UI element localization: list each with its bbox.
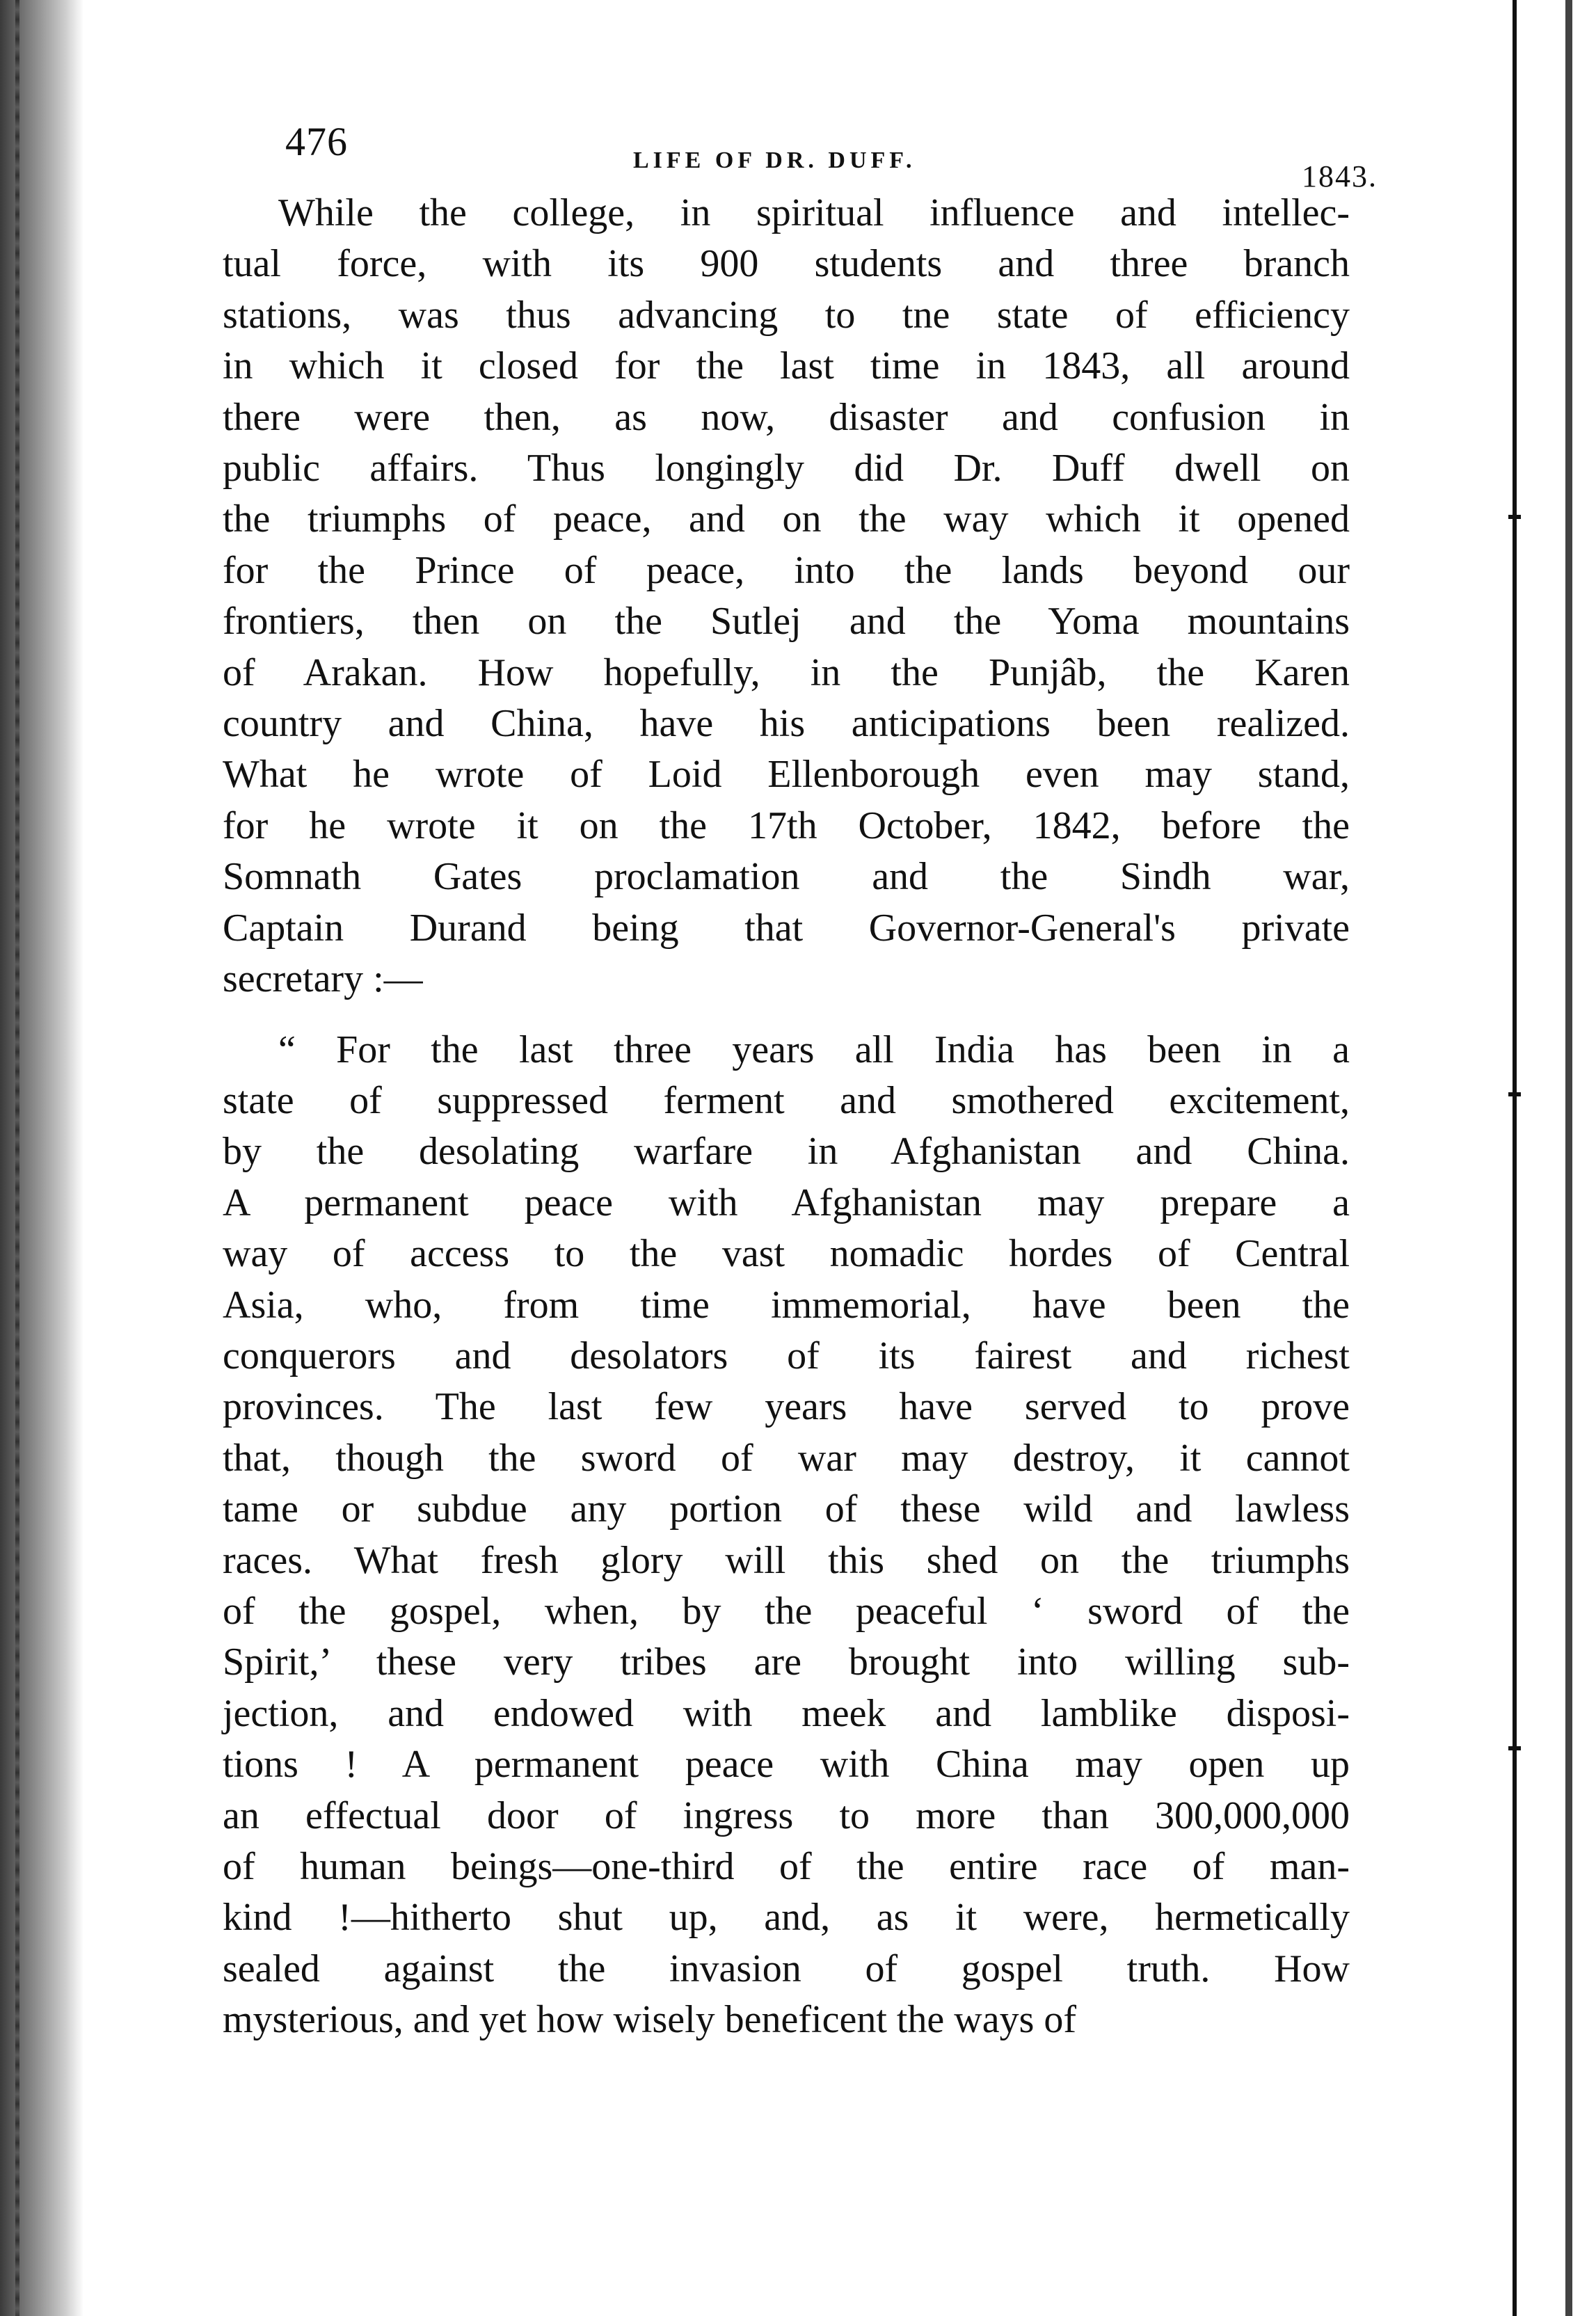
text-line: the triumphs of peace, and on the way which it opened xyxy=(223,497,1350,541)
body-text xyxy=(223,188,1350,2046)
text-line: tions ! A permanent peace with China may open up xyxy=(223,1743,1350,1787)
page-edge-line xyxy=(1513,0,1517,2316)
text-line: A permanent peace with Afghanistan may prepare a xyxy=(223,1181,1350,1224)
book-edge-line xyxy=(1565,0,1572,2316)
text-line: Captain Durand being that Governor-General's private xyxy=(223,906,1350,950)
text-line: kind !—hitherto shut up, and, as it were, hermetically xyxy=(223,1896,1350,1940)
page-number: 476 xyxy=(285,119,348,164)
text-line: that, though the sword of war may destroy, it cannot xyxy=(223,1436,1350,1480)
text-line: for the Prince of peace, into the lands beyond our xyxy=(223,548,1350,592)
text-line: provinces. The last few years have served to prove xyxy=(223,1385,1350,1429)
running-head xyxy=(223,104,1378,193)
text-line: of Arakan. How hopefully, in the Punjâb, the Karen xyxy=(223,650,1350,694)
page-edge-right xyxy=(1496,0,1596,2316)
text-line: Asia, who, from time immemorial, have been the xyxy=(223,1283,1350,1327)
text-line: tual force, with its 900 students and three branch xyxy=(223,242,1350,286)
text-line: While the college, in spiritual influence and intellec- xyxy=(278,191,1350,234)
paragraph-quotation xyxy=(223,1025,1350,2046)
text-line: tame or subdue any portion of these wild and lawless xyxy=(223,1487,1350,1531)
paragraph-gap xyxy=(223,1005,1350,1025)
text-line: Spirit,’ these very tribes are brought into willing sub- xyxy=(223,1640,1350,1684)
edge-mark xyxy=(1508,1092,1521,1096)
paragraph-intro xyxy=(223,188,1350,1005)
text-line: What he wrote of Loid Ellenborough even may stand, xyxy=(223,753,1350,797)
text-line: of the gospel, when, by the peaceful ‘ sword of the xyxy=(223,1589,1350,1633)
edge-mark xyxy=(1508,1746,1521,1750)
text-line: by the desolating warfare in Afghanistan and China. xyxy=(223,1130,1350,1174)
book-binding-shadow xyxy=(0,0,83,2316)
text-line: mysterious, and yet how wisely beneficent the ways of xyxy=(223,1998,1077,2042)
running-title: LIFE OF DR. DUFF. xyxy=(633,147,916,173)
text-line: of human beings—one-third of the entire race of man- xyxy=(223,1845,1350,1888)
text-line: in which it closed for the last time in 1843, all around xyxy=(223,344,1350,388)
book-page xyxy=(223,104,1378,2046)
edge-mark xyxy=(1508,515,1521,519)
text-line: jection, and endowed with meek and lamblike disposi- xyxy=(223,1691,1350,1735)
text-line: Somnath Gates proclamation and the Sindh war, xyxy=(223,855,1350,899)
text-line: state of suppressed ferment and smothered excitement, xyxy=(223,1078,1350,1122)
text-line: way of access to the vast nomadic hordes of Central xyxy=(223,1232,1350,1276)
text-line: “ For the last three years all India has been in a xyxy=(278,1028,1350,1071)
text-line: an effectual door of ingress to more than 300,000,000 xyxy=(223,1794,1350,1837)
text-line: races. What fresh glory will this shed on the triumphs xyxy=(223,1538,1350,1582)
text-line: conquerors and desolators of its fairest and richest xyxy=(223,1334,1350,1377)
text-line: sealed against the invasion of gospel truth. How xyxy=(223,1947,1350,1990)
text-line: for he wrote it on the 17th October, 1842, before the xyxy=(223,804,1350,847)
text-line: frontiers, then on the Sutlej and the Yoma mountains xyxy=(223,600,1350,644)
text-line: stations, was thus advancing to tne state of efficiency xyxy=(223,293,1350,337)
running-year: 1843. xyxy=(1302,159,1378,193)
text-line: secretary :— xyxy=(223,957,423,1001)
text-line: public affairs. Thus longingly did Dr. Duff dwell on xyxy=(223,447,1350,490)
text-line: country and China, have his anticipations been realized. xyxy=(223,702,1350,746)
text-line: there were then, as now, disaster and confusion in xyxy=(223,395,1350,439)
